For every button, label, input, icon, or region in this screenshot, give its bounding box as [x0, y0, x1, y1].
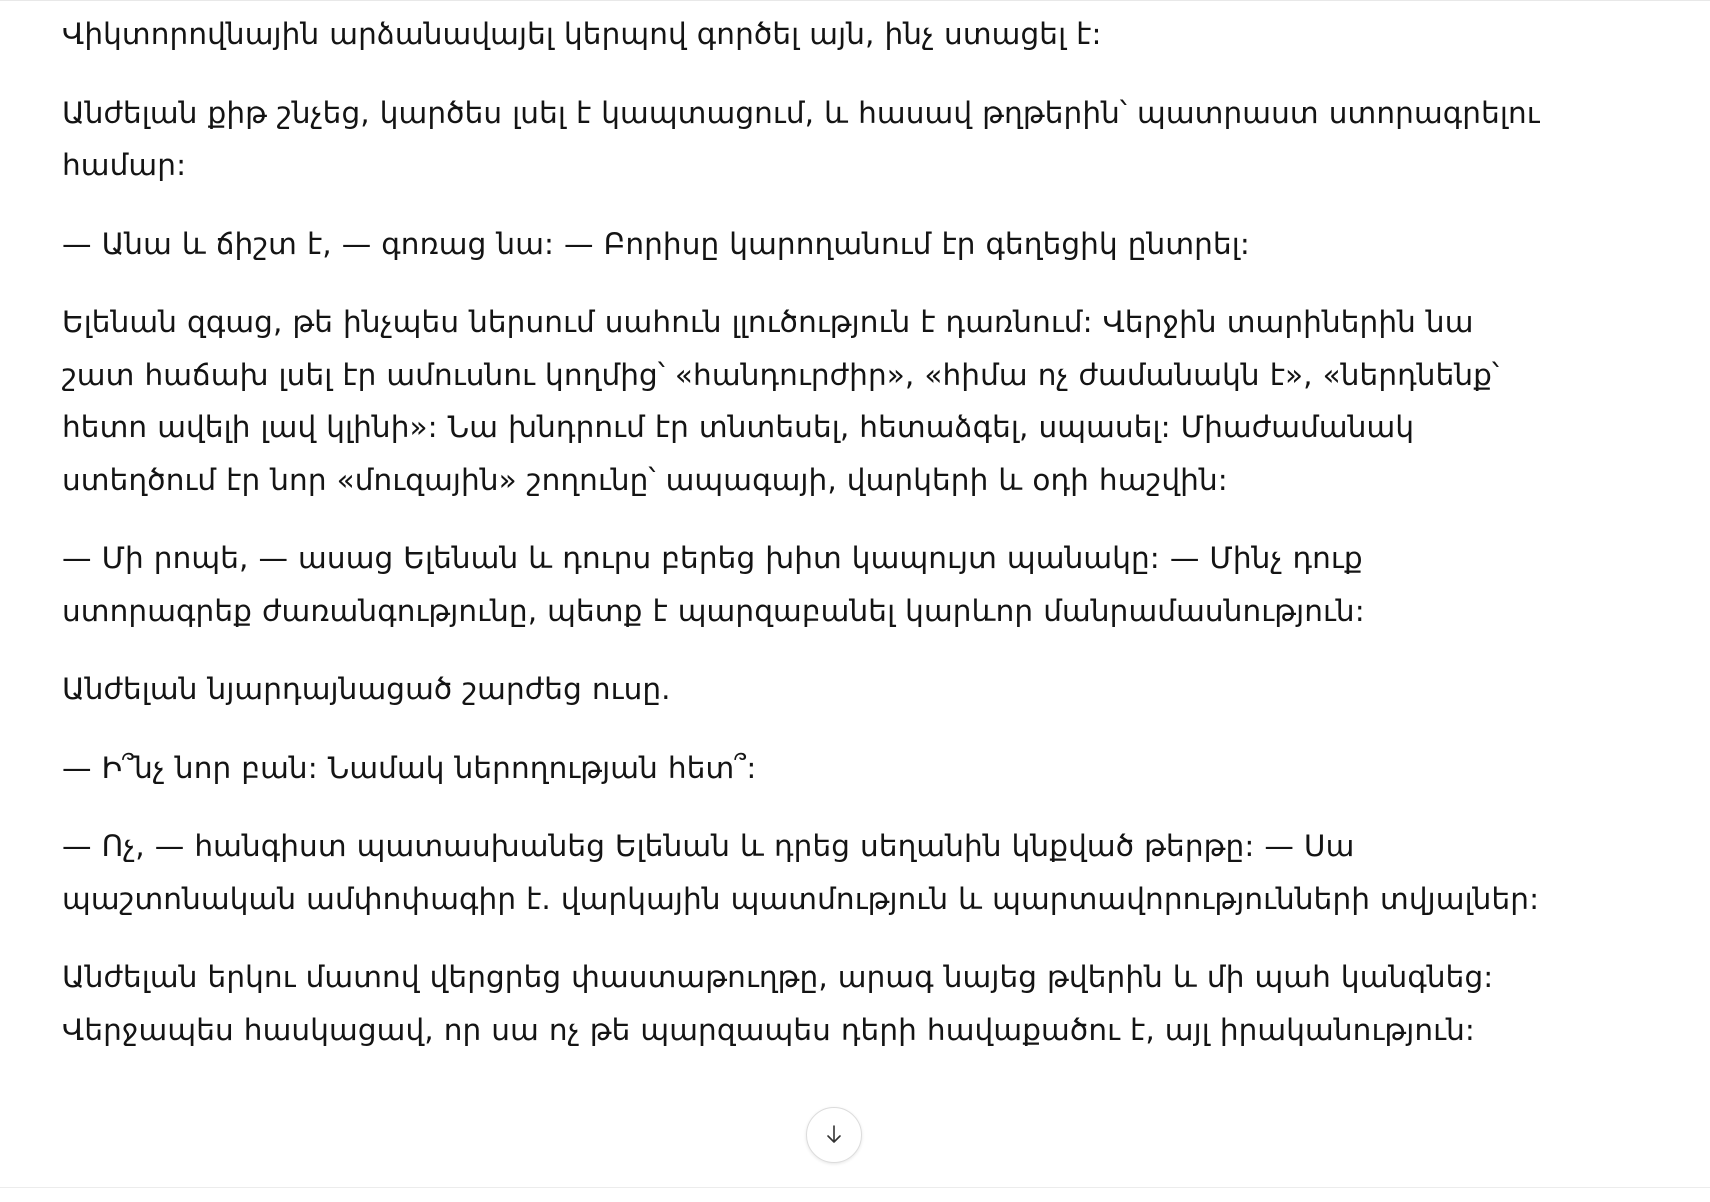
paragraph: Անժելան քիթ շնչեց, կարծես լսել է կապտացում, և հասավ թղթերին՝ պատրաստ ստորագրելու համար:	[62, 95, 1540, 182]
arrow-down-icon	[821, 1122, 847, 1148]
paragraph: Անժելան երկու մատով վերցրեց փաստաթուղթը, արագ նայեց թվերին և մի պահ կանգնեց: Վերջապես հասկացավ, որ սա ոչ թե պարզապես դերի հավաքածու է, այլ իրականություն:	[62, 960, 1494, 1047]
paragraph: — Ի՞նչ նոր բան: Նամակ ներողության հետ՞:	[62, 750, 757, 785]
paragraph: — Մի րոպե, — ասաց Ելենան և դուրս բերեց խիտ կապույտ պանակը: — Մինչ դուք ստորագրեք ժառանգությունը, պետք է պարզաբանել կարևոր մանրամասնություն:	[62, 541, 1365, 628]
bottom-divider	[0, 1187, 1710, 1188]
paragraph: Վիկտորովնային արձանավայել կերպով գործել այն, ինչ ստացել է:	[62, 17, 1102, 51]
scroll-down-button[interactable]	[806, 1107, 862, 1163]
paragraph: — Ոչ, — հանգիստ պատասխանեց Ելենան և դրեց սեղանին կնքված թերթը: — Սա պաշտոնական ամփոփագիր է. վարկային պատմություն և պարտավորությունների տվյալներ:	[62, 829, 1540, 916]
paragraph: Անժելան նյարդայնացած շարժեց ուսը.	[62, 672, 671, 706]
paragraph: — Անա և ճիշտ է, — գոռաց նա: — Բորիսը կարողանում էր գեղեցիկ ընտրել:	[62, 226, 1250, 261]
paragraph: Ելենան զգաց, թե ինչպես ներսում սահուն լլուծություն է դառնում: Վերջին տարիներին նա շատ հաճախ լսել էր ամուսնու կողմից՝ «հանդուրժիր», «հիմա ոչ ժամանակն է», «ներդնենք՝ հետո ավելի լավ կլինի»: Նա խնդրում էր տնտեսել, հետաձգել, սպասել: Միաժամանակ ստեղծում էր նոր «մուզային» շողունը՝ ապագայի, վարկերի և օդի հաշվին:	[62, 305, 1500, 497]
